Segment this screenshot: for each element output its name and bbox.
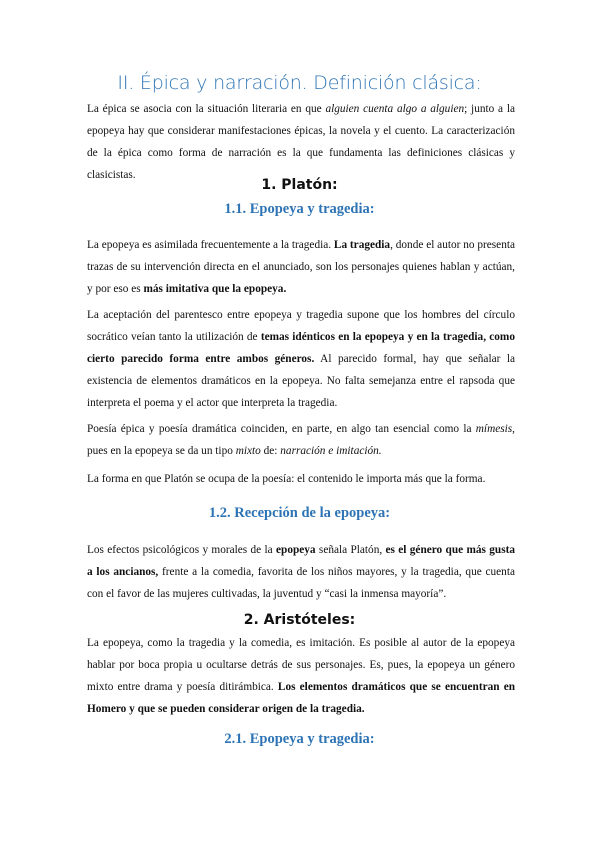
platon-paragraph-2: La aceptación del parentesco entre epopeya y tragedia supone que los hombres del círculo socrático veían tanto la utilización de temas idénticos en la epopeya y en la tragedia, como cierto parecido forma entre ambos géneros. Al parecido formal, hay que señalar la existencia de elementos dramáticos en la epopeya. No falta semejanza entre el rapsoda que interpreta el poema y el actor que interpreta la tragedia. — [87, 309, 516, 409]
intro-emphasis: alguien cuenta algo a alguien — [325, 103, 465, 115]
subheading-epopeya-tragedia-1: 1.1. Epopeya y tragedia: — [224, 201, 375, 217]
section-heading-aristoteles: 2. Aristóteles: — [243, 612, 356, 628]
section-heading-platon: 1. Platón: — [261, 177, 338, 193]
intro-text-c: ; junto a la epopeya hay que considerar manifestaciones épicas, la novela y el cuento. La caracterización de la épica como forma de narración es la que fundamenta las definiciones clásicas y clasicistas. — [87, 103, 515, 181]
platon-paragraph-1: La epopeya es asimilada frecuentemente a la tragedia. La tragedia, donde el autor no presenta trazas de su intervención directa en el anunciado, son los personajes quienes hablan y actúan, y por eso es más imitativa que la epopeya. — [87, 239, 515, 295]
platon-paragraph-5: Los efectos psicológicos y morales de la epopeya señala Platón, es el género que más gusta a los ancianos, frente a la comedia, favorita de los niños mayores, y la tragedia, que cuenta con el favor de las mujeres cultivadas, la juventud y “casi la inmensa mayoría”. — [87, 544, 515, 600]
aristoteles-paragraph-1: La epopeya, como la tragedia y la comedia, es imitación. Es posible al autor de la epopeya hablar por boca propia u ocultarse detrás de sus personajes. Es, pues, la epopeya un género mixto entre drama y poesía ditirámbica. Los elementos dramáticos que se encuentran en Homero y que se pueden considerar origen de la tragedia. — [87, 637, 515, 715]
intro-text-a: La épica se asocia con la situación literaria en que — [87, 103, 326, 115]
intro-paragraph — [87, 98, 515, 186]
subheading-epopeya-tragedia-2: 2.1. Epopeya y tragedia: — [224, 731, 375, 747]
platon-paragraph-4: La forma en que Platón se ocupa de la poesía: el contenido le importa más que la forma. — [87, 473, 486, 485]
page-title: II. Épica y narración. Definición clásica: — [117, 72, 482, 94]
subheading-recepcion: 1.2. Recepción de la epopeya: — [208, 505, 391, 521]
platon-paragraph-3: Poesía épica y poesía dramática coinciden, en parte, en algo tan esencial como la mímesis, pues en la epopeya se da un tipo mixto de: narración e imitación. — [87, 423, 515, 457]
